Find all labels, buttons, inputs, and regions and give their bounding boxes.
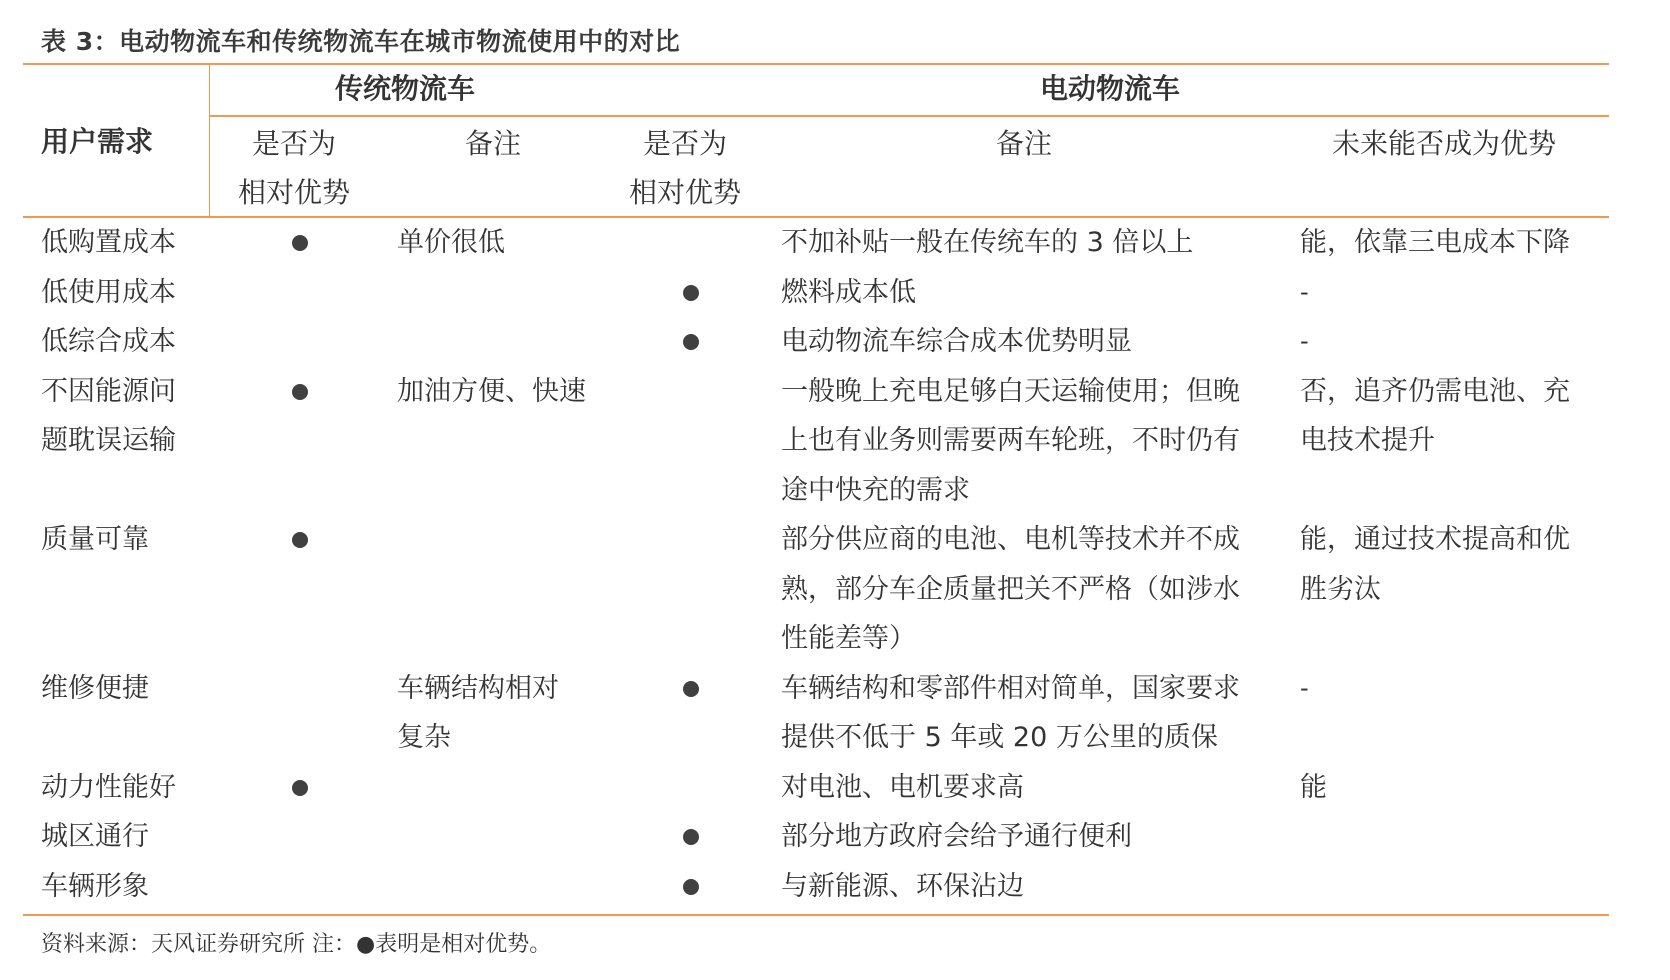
future-cell: 否，追齐仍需电池、充 (1300, 375, 1570, 407)
elec-remark-cell: 性能差等） (781, 623, 916, 654)
elec-remark-cell: 一般晚上充电足够白天运输使用；但晚 (781, 375, 1240, 407)
table-top-rule (23, 63, 1609, 65)
elec-remark-cell: 上也有业务则需要两车轮班，不时仍有 (781, 425, 1240, 456)
group-header-rule (209, 115, 1609, 117)
header-future: 未来能否成为优势 (1332, 127, 1557, 160)
elec-remark-cell: 熟，部分车企质量把关不严格（如涉水 (781, 573, 1240, 605)
header-electric: 电动物流车 (1040, 72, 1181, 105)
table-caption: 表 3：电动物流车和传统物流车在城市物流使用中的对比 (41, 27, 681, 56)
elec-remark-cell: 燃料成本低 (781, 276, 916, 308)
trad-advantage-dot (292, 384, 308, 400)
elec-remark-cell: 提供不低于 5 年或 20 万公里的质保 (781, 722, 1218, 753)
future-cell: 胜劣汰 (1300, 573, 1381, 605)
header-traditional: 传统物流车 (335, 72, 476, 105)
trad-remark-cell: 加油方便、快速 (397, 375, 586, 407)
trad-remark-cell: 复杂 (397, 722, 451, 753)
elec-remark-cell: 与新能源、环保沾边 (781, 870, 1024, 902)
elec-remark-cell: 部分供应商的电池、电机等技术并不成 (781, 524, 1240, 555)
future-cell: 能，通过技术提高和优 (1300, 524, 1570, 555)
elec-advantage-dot (683, 829, 699, 845)
future-cell: 电技术提升 (1300, 425, 1435, 456)
elec-advantage-dot (683, 285, 699, 301)
header-elec-advantage-line2: 相对优势 (629, 176, 742, 209)
future-cell: - (1300, 327, 1309, 355)
elec-remark-cell: 部分地方政府会给予通行便利 (781, 821, 1132, 852)
user-need-column-rule (209, 63, 210, 216)
trad-remark-cell: 单价很低 (397, 227, 505, 258)
user-need-cell: 动力性能好 (41, 771, 176, 803)
elec-remark-cell: 途中快充的需求 (781, 474, 970, 506)
future-cell: 能，依靠三电成本下降 (1300, 227, 1570, 258)
user-need-cell: 不因能源问 (41, 375, 176, 407)
user-need-cell: 低使用成本 (41, 276, 176, 308)
trad-advantage-dot (292, 235, 308, 251)
future-cell: - (1300, 673, 1309, 702)
user-need-cell: 维修便捷 (41, 672, 149, 704)
elec-advantage-dot (683, 681, 699, 697)
trad-advantage-dot (292, 780, 308, 796)
user-need-cell: 题耽误运输 (41, 425, 176, 456)
header-trad-remark: 备注 (465, 127, 522, 160)
header-elec-remark: 备注 (996, 127, 1053, 160)
future-cell: 能 (1300, 771, 1327, 803)
trad-advantage-dot (292, 532, 308, 548)
elec-remark-cell: 不加补贴一般在传统车的 3 倍以上 (781, 227, 1194, 258)
header-trad-advantage-line2: 相对优势 (238, 176, 351, 209)
table-bottom-rule (23, 914, 1609, 916)
source-note: 资料来源：天风证券研究所 注：●表明是相对优势。 (41, 932, 552, 957)
user-need-cell: 低综合成本 (41, 326, 176, 357)
future-cell: - (1300, 277, 1309, 306)
header-user-need: 用户需求 (41, 125, 154, 158)
user-need-cell: 质量可靠 (41, 524, 149, 555)
elec-remark-cell: 车辆结构和零部件相对简单，国家要求 (781, 672, 1240, 704)
user-need-cell: 低购置成本 (41, 227, 176, 258)
user-need-cell: 城区通行 (41, 821, 149, 852)
elec-advantage-dot (683, 879, 699, 895)
elec-advantage-dot (683, 334, 699, 350)
trad-remark-cell: 车辆结构相对 (397, 672, 559, 704)
elec-remark-cell: 电动物流车综合成本优势明显 (781, 326, 1132, 357)
elec-remark-cell: 对电池、电机要求高 (781, 771, 1024, 803)
user-need-cell: 车辆形象 (41, 870, 149, 902)
header-elec-advantage-line1: 是否为 (643, 127, 728, 160)
header-trad-advantage-line1: 是否为 (252, 127, 337, 160)
